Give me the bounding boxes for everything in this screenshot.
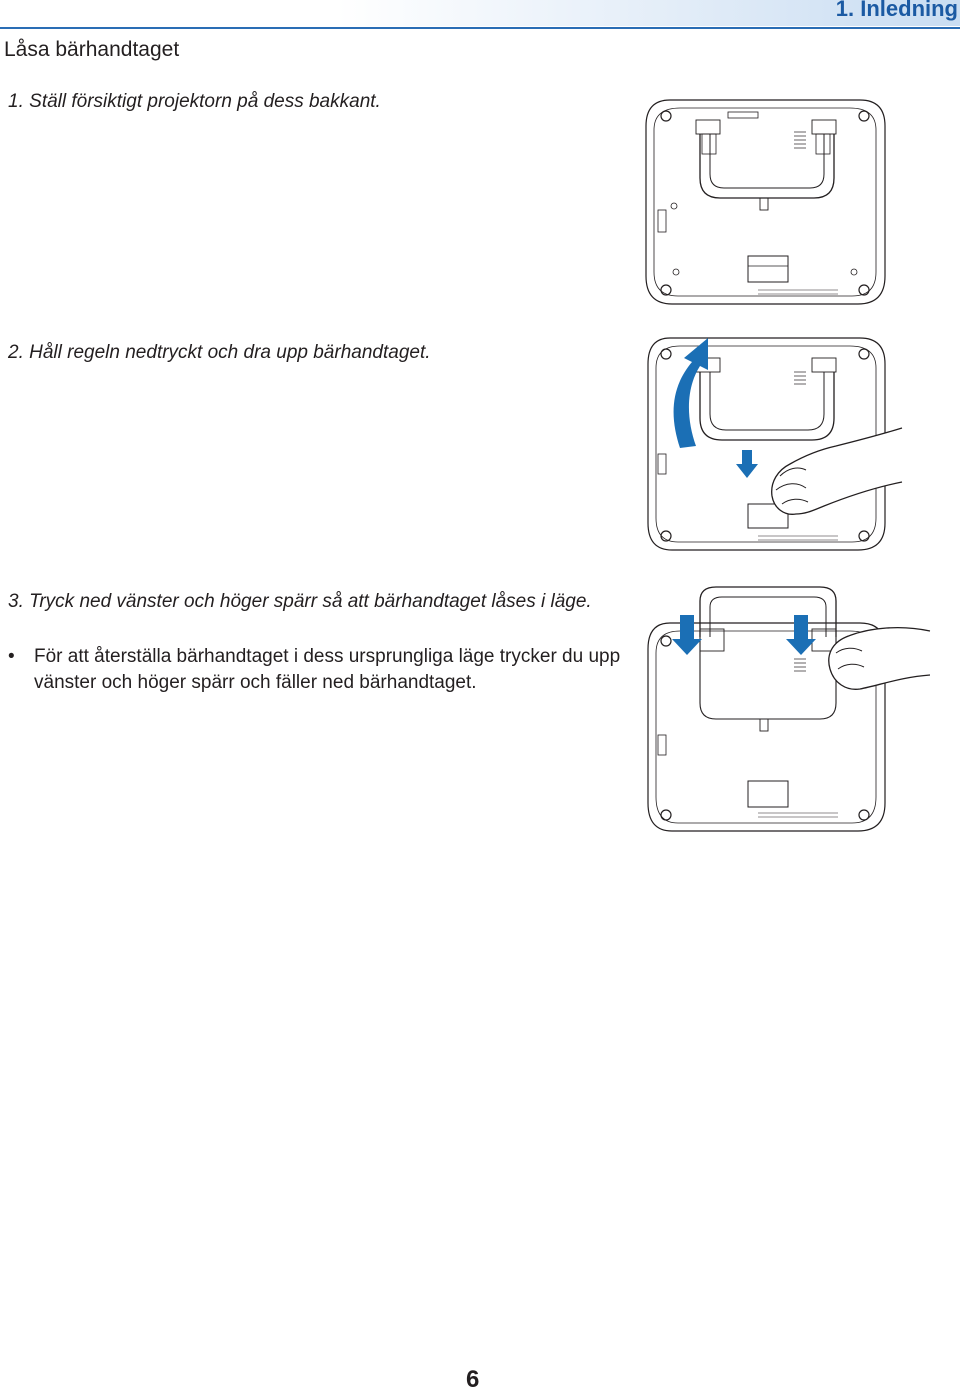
note-bullet: • (8, 646, 15, 667)
section-title: Låsa bärhandtaget (4, 38, 180, 61)
step-2-number: 2. (8, 342, 24, 363)
projector-illustration-1 (640, 94, 890, 309)
step-2-text: Håll regeln nedtryckt och dra upp bärhandtaget. (29, 342, 431, 363)
page-number: 6 (466, 1366, 480, 1393)
projector-illustration-3 (640, 585, 930, 835)
chapter-title: 1. Inledning (835, 0, 958, 21)
figure-step-3 (640, 585, 930, 835)
projector-illustration-2 (640, 318, 902, 563)
figure-step-1 (640, 94, 890, 309)
note-text: För att återställa bärhandtaget i dess ursprungliga läge trycker du upp vänster och höger spärr och fäller ned bärhandtaget. (34, 646, 621, 693)
step-1 (8, 90, 608, 114)
figure-step-2 (640, 318, 902, 563)
step-3-text: Tryck ned vänster och höger spärr så att bärhandtaget låses i läge. (29, 591, 592, 612)
note (8, 644, 634, 696)
step-3-number: 3. (8, 591, 24, 612)
chapter-header-band (0, 0, 960, 26)
chapter-header-rule (0, 27, 960, 29)
step-1-number: 1. (8, 91, 24, 112)
step-1-text: Ställ försiktigt projektorn på dess bakkant. (29, 91, 381, 112)
step-2 (8, 341, 608, 365)
step-3 (8, 590, 608, 614)
